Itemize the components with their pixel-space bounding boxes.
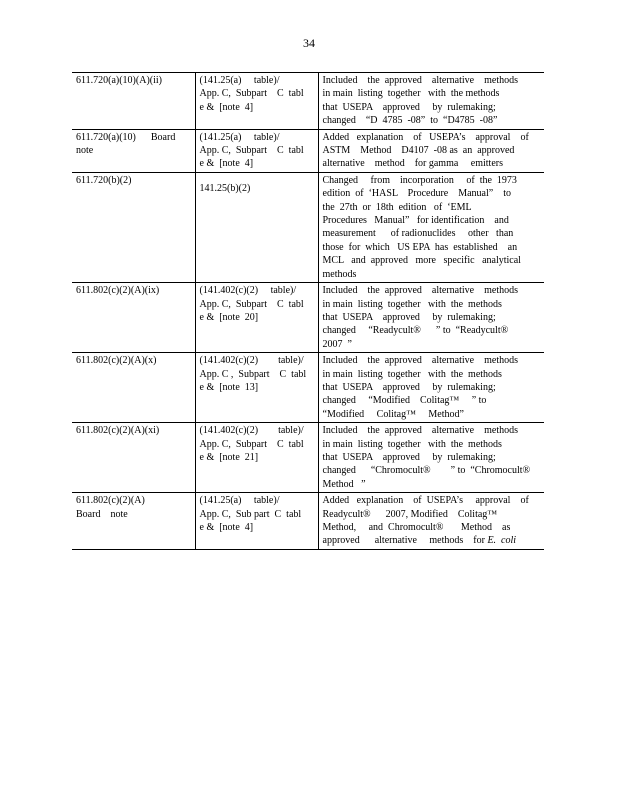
description-text: Readycult® 2007, Modified Colitag™ <box>322 508 498 520</box>
description-cell <box>318 73 544 130</box>
source-text: e & [note 4] <box>199 158 254 170</box>
description-last-line <box>323 534 541 547</box>
source-text: App. C, Subpart C tabl <box>199 145 304 157</box>
source-cell <box>195 493 318 550</box>
section-text: 611.802(c)(2)(A)(xi) <box>76 425 160 437</box>
source-text: (141.25(a) table)/ <box>199 75 280 86</box>
description-text: Included the approved alternative methods <box>322 75 518 86</box>
description-text: “Modified Colitag™ Method” <box>322 408 464 420</box>
description-text: the 27th or 18th edition of ‘EML <box>322 201 472 213</box>
species-name: E. coli <box>487 535 517 547</box>
description-cell <box>318 283 544 353</box>
description-text: in main listing together with the methods <box>322 298 502 310</box>
description-text: changed “Modified Colitag™ ” to <box>322 395 487 407</box>
source-text: e & [note 4] <box>199 522 254 533</box>
source-text: e & [note 13] <box>199 381 259 393</box>
section-text: 611.720(a)(10) Board <box>76 131 176 143</box>
description-text: Procedures Manual” for identification and <box>322 215 509 227</box>
description-cell <box>318 129 544 172</box>
description-text: in main listing together with the methods <box>322 88 500 100</box>
table-row <box>72 353 544 423</box>
source-text: (141.402(c)(2) table)/ <box>199 285 297 297</box>
section-text: Board note <box>76 508 128 520</box>
table-row <box>72 172 544 282</box>
source-text: e & [note 4] <box>199 101 254 113</box>
description-text: MCL and approved more specific analytical <box>322 255 521 267</box>
source-text: (141.25(a) table)/ <box>199 131 280 143</box>
description-text: Method ” <box>322 478 366 490</box>
description-text: that USEPA approved by rulemaking; <box>322 451 496 463</box>
table-row <box>72 423 544 493</box>
source-cell <box>195 172 318 282</box>
description-text: Added explanation of USEPA’s approval of <box>322 131 529 143</box>
description-text: alternative method for gamma emitters <box>322 158 503 170</box>
description-cell <box>318 172 544 282</box>
source-cell <box>195 353 318 423</box>
description-text: that USEPA approved by rulemaking; <box>322 311 496 323</box>
description-text: Method, and Chromocult® Method as <box>322 522 511 533</box>
table-row <box>72 73 544 130</box>
source-cell <box>195 423 318 493</box>
section-cell <box>72 129 195 172</box>
table-row <box>72 283 544 353</box>
description-text: changed “D 4785 -08” to “D4785 -08” <box>322 115 498 127</box>
table-row <box>72 493 544 550</box>
description-text: that USEPA approved by rulemaking; <box>322 381 496 393</box>
section-cell <box>72 172 195 282</box>
source-text: 141.25(b)(2) <box>199 182 251 194</box>
section-cell <box>72 423 195 493</box>
description-cell <box>318 353 544 423</box>
description-text: Included the approved alternative methods <box>322 425 518 437</box>
source-text: e & [note 21] <box>199 451 259 463</box>
source-text: App. C , Subpart C tabl <box>199 368 307 380</box>
source-text: (141.25(a) table)/ <box>199 495 280 507</box>
source-text: App. C, Subpart C tabl <box>199 88 304 100</box>
description-text: in main listing together with the methods <box>322 438 502 450</box>
description-text: 2007 ” <box>322 338 352 350</box>
description-text: methods <box>322 268 357 280</box>
amendments-table <box>72 72 544 550</box>
section-text: 611.720(a)(10)(A)(ii) <box>76 75 162 86</box>
section-text: note <box>76 145 94 157</box>
table-row <box>72 129 544 172</box>
description-cell <box>318 493 544 550</box>
description-text: edition of ‘HASL Procedure Manual” to <box>322 188 511 200</box>
section-cell <box>72 493 195 550</box>
source-text: App. C, Subpart C tabl <box>199 438 304 450</box>
description-text: changed “Readycult® ” to “Readycult® <box>322 325 509 337</box>
source-cell <box>195 73 318 130</box>
description-text: measurement of radionuclides other than <box>322 228 514 240</box>
description-cell <box>318 423 544 493</box>
source-text: (141.402(c)(2) table)/ <box>199 355 304 367</box>
source-cell <box>195 129 318 172</box>
section-text: 611.720(b)(2) <box>76 174 132 186</box>
description-text: that USEPA approved by rulemaking; <box>322 101 496 113</box>
source-cell <box>195 283 318 353</box>
description-text: Included the approved alternative methods <box>322 285 518 297</box>
description-text: ASTM Method D4107 -08 as an approved <box>322 145 515 157</box>
source-text: e & [note 20] <box>199 311 259 323</box>
description-text: approved alternative methods for <box>322 535 485 547</box>
description-text: in main listing together with the methods <box>322 368 502 380</box>
source-text: App. C, Sub part C tabl <box>199 508 302 520</box>
description-text: those for which US EPA has established an <box>322 241 518 253</box>
description-text: Included the approved alternative methods <box>322 355 518 367</box>
source-text: (141.402(c)(2) table)/ <box>199 425 304 437</box>
description-text: Added explanation of USEPA’s approval of <box>322 495 529 507</box>
source-text: App. C, Subpart C tabl <box>199 298 304 310</box>
description-text: Changed from incorporation of the 1973 <box>322 174 517 186</box>
section-cell <box>72 353 195 423</box>
section-text: 611.802(c)(2)(A) <box>76 495 145 507</box>
section-cell <box>72 73 195 130</box>
description-text: changed “Chromocult® ” to “Chromocult® <box>322 465 531 477</box>
section-text: 611.802(c)(2)(A)(ix) <box>76 285 160 297</box>
section-text: 611.802(c)(2)(A)(x) <box>76 355 157 367</box>
page-number: 34 <box>303 36 315 50</box>
section-cell <box>72 283 195 353</box>
